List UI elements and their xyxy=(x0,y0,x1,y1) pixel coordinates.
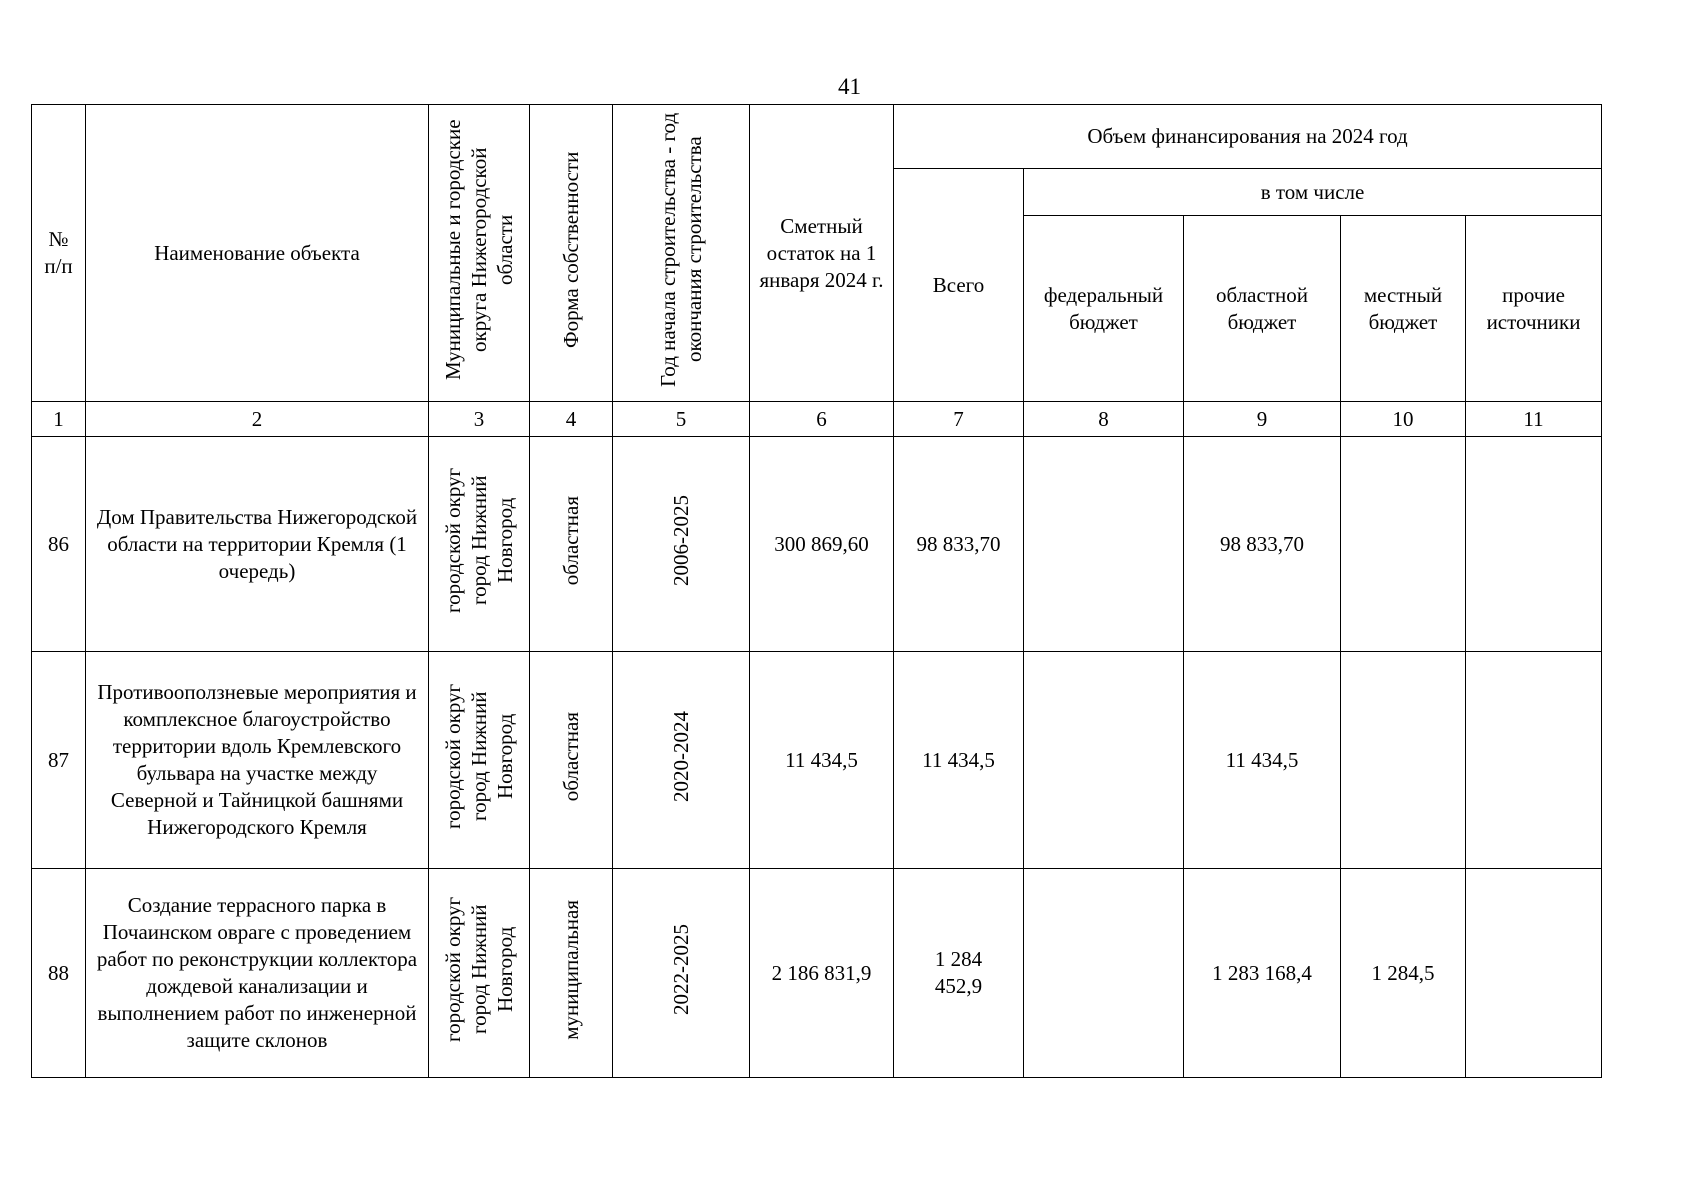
column-number: 9 xyxy=(1184,402,1341,437)
header-federal: федеральный бюджет xyxy=(1024,216,1184,402)
header-years: Год начала строительства - год окончания строительства xyxy=(613,105,750,402)
header-financing-group: Объем финансирования на 2024 год xyxy=(894,105,1602,169)
total-financing: 1 284 452,9 xyxy=(894,869,1024,1078)
column-number: 8 xyxy=(1024,402,1184,437)
header-regional: областной бюджет xyxy=(1184,216,1341,402)
estimated-balance: 2 186 831,9 xyxy=(750,869,894,1078)
column-number: 2 xyxy=(86,402,429,437)
row-number: 88 xyxy=(32,869,86,1078)
municipality: городской округ город Нижний Новгород xyxy=(429,869,530,1078)
column-number: 7 xyxy=(894,402,1024,437)
object-name: Противооползневые мероприятия и комплексное благоустройство территории вдоль Кремлевского бульвара на участке между Северной и Тайницкой башнями Нижегородского Кремля xyxy=(86,652,429,869)
page-number: 41 xyxy=(838,74,861,99)
local-budget xyxy=(1341,437,1466,652)
table-row xyxy=(32,869,1602,1078)
header-balance: Сметный остаток на 1 января 2024 г. xyxy=(750,105,894,402)
column-number: 3 xyxy=(429,402,530,437)
ownership: муниципальная xyxy=(530,869,613,1078)
header-no: № п/п xyxy=(32,105,86,402)
construction-years: 2022-2025 xyxy=(613,869,750,1078)
municipality: городской округ город Нижний Новгород xyxy=(429,437,530,652)
regional-budget: 11 434,5 xyxy=(1184,652,1341,869)
other-sources xyxy=(1466,652,1602,869)
municipality: городской округ город Нижний Новгород xyxy=(429,652,530,869)
header-total: Всего xyxy=(894,169,1024,402)
object-name: Создание террасного парка в Почаинском овраге с проведением работ по реконструкции коллектора дождевой канализации и выполнением работ по инженерной защите склонов xyxy=(86,869,429,1078)
column-number: 5 xyxy=(613,402,750,437)
column-number: 6 xyxy=(750,402,894,437)
row-number: 87 xyxy=(32,652,86,869)
total-financing: 11 434,5 xyxy=(894,652,1024,869)
header-municipality: Муниципальные и городские округа Нижегородской области xyxy=(429,105,530,402)
ownership: областная xyxy=(530,437,613,652)
estimated-balance: 11 434,5 xyxy=(750,652,894,869)
column-number: 10 xyxy=(1341,402,1466,437)
header-including-group: в том числе xyxy=(1024,169,1602,216)
construction-years: 2006-2025 xyxy=(613,437,750,652)
column-number: 4 xyxy=(530,402,613,437)
local-budget: 1 284,5 xyxy=(1341,869,1466,1078)
header-ownership: Форма собственности xyxy=(530,105,613,402)
header-local: местный бюджет xyxy=(1341,216,1466,402)
construction-objects-table xyxy=(31,104,1602,1078)
federal-budget xyxy=(1024,869,1184,1078)
table-row xyxy=(32,652,1602,869)
federal-budget xyxy=(1024,437,1184,652)
other-sources xyxy=(1466,869,1602,1078)
ownership: областная xyxy=(530,652,613,869)
construction-years: 2020-2024 xyxy=(613,652,750,869)
local-budget xyxy=(1341,652,1466,869)
header-other: прочие источники xyxy=(1466,216,1602,402)
estimated-balance: 300 869,60 xyxy=(750,437,894,652)
column-number: 1 xyxy=(32,402,86,437)
total-financing: 98 833,70 xyxy=(894,437,1024,652)
table-row xyxy=(32,437,1602,652)
federal-budget xyxy=(1024,652,1184,869)
header-row-1 xyxy=(32,105,1602,169)
row-number: 86 xyxy=(32,437,86,652)
header-object-name: Наименование объекта xyxy=(86,105,429,402)
regional-budget: 1 283 168,4 xyxy=(1184,869,1341,1078)
column-number: 11 xyxy=(1466,402,1602,437)
other-sources xyxy=(1466,437,1602,652)
column-numbers-row xyxy=(32,402,1602,437)
object-name: Дом Правительства Нижегородской области на территории Кремля (1 очередь) xyxy=(86,437,429,652)
regional-budget: 98 833,70 xyxy=(1184,437,1341,652)
